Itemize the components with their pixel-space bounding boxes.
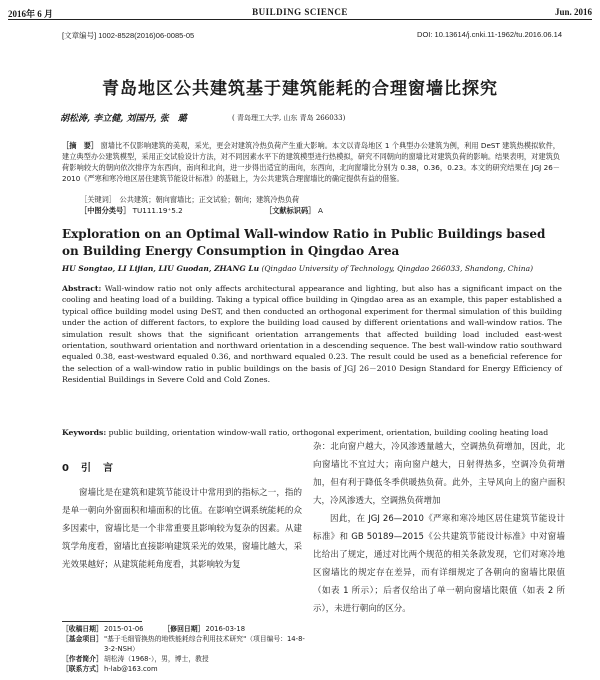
article-meta: [62, 30, 562, 42]
header-journal: BUILDING SCIENCE: [252, 7, 348, 17]
fund-label: ［基金项目］: [62, 635, 103, 643]
article-number: [文章编号] 1002-8528(2016)06-0085-05: [62, 31, 195, 40]
header-date: 2016年 6 月: [8, 9, 54, 19]
body-paragraph: 因此，在 JGJ 26—2010《严寒和寒冷地区居住建筑节能设计标准》和 GB 50189—2015《公共建筑节能设计标准》中对窗墙比给出了规定，通过对比两个规范的相关条款发现，它们对寒冷地区窗墙比的规定存在差异，而有详细规定了各朝向的窗墙比限值（如表 1 所示）；后者仅给出了单一朝向窗墙比限值（如表 2 所示），未进行朝向的区分。: [313, 514, 565, 614]
title-english: Exploration on an Optimal Wall-window Ratio in Public Buildings based on Building Energy Consumption in Qingdao Area: [62, 227, 546, 258]
footnote-divider: [62, 621, 142, 622]
keywords-english-text: public building, orientation window-wall ratio, orthogonal experiment, orientation, building cooling heating load: [108, 428, 549, 437]
revised-date: 2016-03-18: [205, 625, 246, 633]
section-heading: 0 引 言: [62, 463, 114, 474]
footnote-dates: [62, 624, 307, 634]
authors-english-names: HU Songtao, LI Lijian, LIU Guodan, ZHANG Lu: [62, 264, 260, 273]
clc-label: ［中图分类号］: [80, 206, 131, 215]
abstract-english-label: Abstract:: [62, 284, 102, 293]
abstract-english-text: Wall-window ratio not only affects architectural appearance and lighting, but also has a significant impact on the cooling and heating load of a building. Taking a typical office building in Qingdao area as an example, this paper established a typical office building model using DeST, and then conducted an orthogonal experiment for thermal simulation of this building under the action of different factors, to explore the building load caused by different orientations and wall-window ratios. The simulation result shows that the significant orientation arrangements that affected building load included east-west orientation, southward orientation and northward orientation in a descending sequence. The best wall-window ratio southward equaled 0.38, east-westward equaled 0.36, and northward equaled 0.23. The result could be used as a beneficial reference for the selection of a wall-window ratio in public buildings on the basis of JGJ 26－2010 Design Standard for Energy Efficiency of Residential Buildings in Severe Cold and Cold Zones.: [62, 284, 562, 385]
affiliation-english: (Qingdao University of Technology, Qingdao 266033, Shandong, China): [261, 264, 534, 273]
received-date: 2015-01-06: [104, 625, 144, 633]
footnote-fund: [62, 634, 307, 654]
fund-text: "基于毛细管换热的地铁能耗综合利用技术研究"（项目编号：14-8-3-2-NSH）: [104, 635, 305, 653]
body-column-left: [62, 460, 302, 574]
body-column-right: [313, 438, 565, 618]
body-paragraph: 杂：北向窗户越大，冷风渗透量越大，空调热负荷增加，因此，北向窗墙比不宜过大；南向窗户越大，日射得热多，空调冷负荷增加，但有利于降低冬季供暖热负荷。此外，主导风向上的窗户面积大，冷风渗透大，空调热负荷增加: [313, 442, 565, 506]
abstract-chinese-text: 窗墙比不仅影响建筑的美观，采光，更会对建筑冷热负荷产生重大影响。本文以青岛地区 1 个典型办公建筑为例，利用 DeST 建筑热模拟软件，建立典型办公建筑模型，采用正交试验设计方法，对不同因素水平下的建筑模型进行热模拟，研究不同朝向的窗墙比对建筑负荷的影响。结果表明，对建筑负荷影响较大的朝向依次排序为东西向，南向和北向，进一步得出适宜的南向，东西向，北向窗墙比分别为 0.38，0.36，0.23。本文的研究结果在 JGJ 26－2010《严寒和寒冷地区居住建筑节能设计标准》的基础上，为公共建筑合理窗墙比的确定提供有益的借鉴。: [62, 141, 560, 183]
contact-email: h-lab@163.com: [104, 665, 158, 673]
clc-value: TU111.19⁺5.2: [132, 206, 183, 215]
doc-code-value: A: [318, 206, 323, 215]
footnote-bio: [62, 654, 307, 664]
keywords-chinese: ［关键词］ 公共建筑；朝向窗墙比；正交试验；朝向；建筑冷热负荷: [80, 195, 300, 204]
footnote: [62, 624, 307, 674]
received-label: ［收稿日期］: [62, 625, 103, 633]
keywords-english-label: Keywords:: [62, 428, 107, 437]
abstract-english: [62, 283, 562, 386]
footnote-contact: [62, 664, 307, 674]
affiliation-chinese: ( 青岛理工大学, 山东 青岛 266033): [232, 114, 346, 122]
abstract-chinese-label: ［摘 要］: [62, 141, 99, 150]
contact-label: ［联系方式］: [62, 665, 103, 673]
running-header: [8, 6, 592, 20]
header-date-en: Jun. 2016: [554, 7, 592, 17]
authors-english: [62, 264, 582, 273]
title-chinese: 青岛地区公共建筑基于建筑能耗的合理窗墙比探究: [102, 79, 498, 99]
keywords-english: [62, 427, 562, 438]
bio-text: 胡松涛（1968-），男，博士，教授: [104, 655, 209, 663]
bio-label: ［作者简介］: [62, 655, 103, 663]
body-paragraph: 窗墙比是在建筑和建筑节能设计中常用到的指标之一，指的是单一朝向外窗面积和墙面积的比值。在影响空调系统能耗的众多因素中，窗墙比是一个非常重要且影响较为复杂的因素。从建筑学角度看，窗墙比直接影响建筑采光的效果，窗墙比越大，采光效果越好；从建筑能耗角度看，其影响较为复: [62, 488, 302, 570]
abstract-chinese: [62, 140, 560, 184]
authors-chinese: 胡松涛, 李立健, 刘国丹, 张 璐: [60, 114, 187, 124]
classification-chinese: [80, 206, 480, 216]
doi: DOI: 10.13614/j.cnki.11-1962/tu.2016.06.14: [417, 30, 562, 39]
doc-code-label: ［文献标识码］: [265, 206, 316, 215]
revised-label: ［修回日期］: [163, 625, 205, 633]
